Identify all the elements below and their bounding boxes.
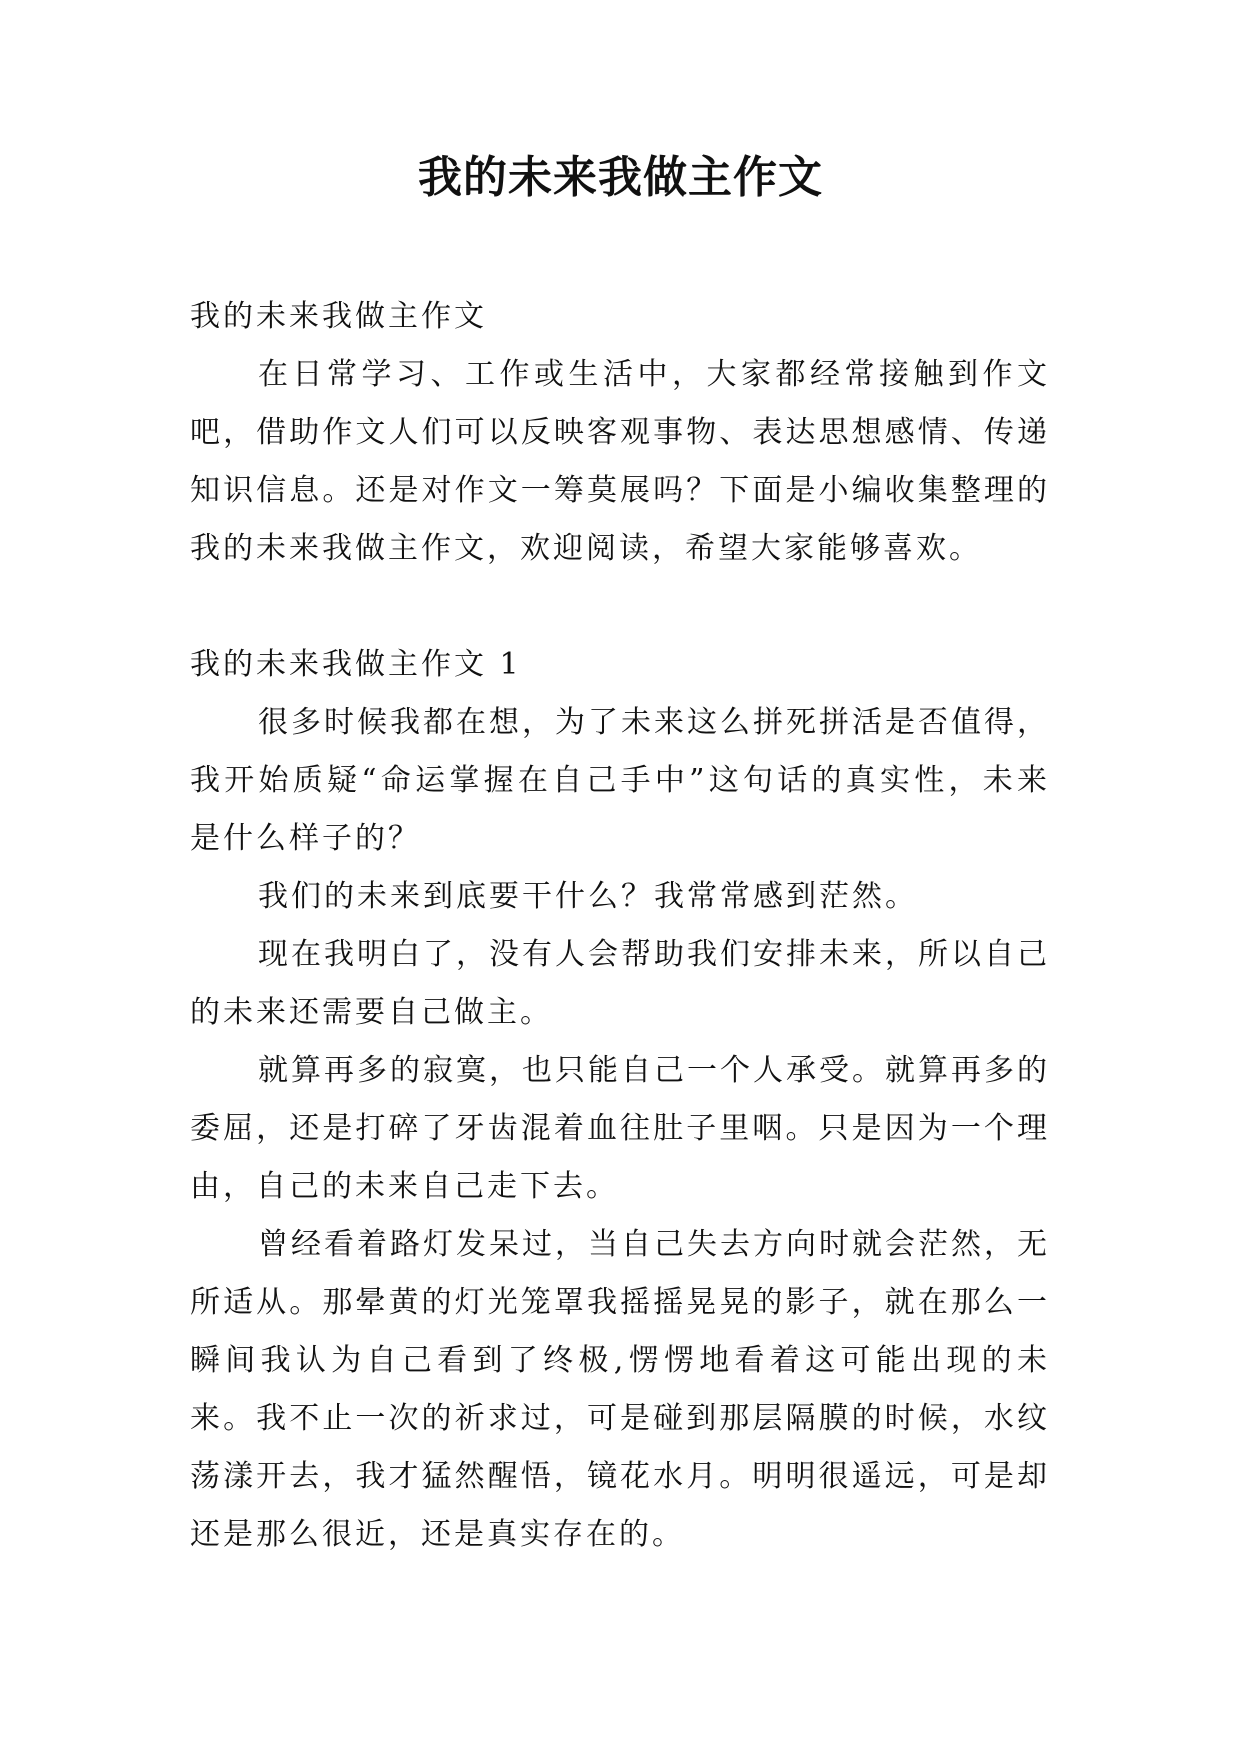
body-paragraph: 就算再多的寂寞，也只能自己一个人承受。就算再多的委屈，还是打碎了牙齿混着血往肚子里咽。只是因为一个理由，自己的未来自己走下去。: [190, 1053, 1050, 1204]
body-paragraph: 我们的未来到底要干什么？我常常感到茫然。: [258, 879, 918, 914]
section-spacer: [190, 578, 1050, 636]
body-paragraph: 很多时候我都在想，为了未来这么拼死拼活是否值得，我开始质疑“命运掌握在自己手中”这句话的真实性，未来是什么样子的？: [190, 705, 1050, 856]
intro-paragraph: 在日常学习、工作或生活中，大家都经常接触到作文吧，借助作文人们可以反映客观事物、表达思想感情、传递知识信息。还是对作文一筹莫展吗？下面是小编收集整理的我的未来我做主作文，欢迎阅读，希望大家能够喜欢。: [190, 357, 1050, 566]
body-paragraph: 曾经看着路灯发呆过，当自己失去方向时就会茫然，无所适从。那晕黄的灯光笼罩我摇摇晃晃的影子，就在那么一瞬间我认为自己看到了终极,愣愣地看着这可能出现的未来。我不止一次的祈求过，可是碰到那层隔膜的时候，水纹荡漾开去，我才猛然醒悟，镜花水月。明明很遥远，可是却还是那么很近，还是真实存在的。: [190, 1227, 1050, 1552]
body-paragraph: 现在我明白了，没有人会帮助我们安排未来，所以自己的未来还需要自己做主。: [190, 937, 1050, 1030]
intro-heading: 我的未来我做主作文: [190, 299, 487, 334]
section-heading: 我的未来我做主作文 1: [190, 647, 522, 682]
document-title: 我的未来我做主作文: [418, 152, 823, 203]
document-body: [190, 288, 1050, 1564]
